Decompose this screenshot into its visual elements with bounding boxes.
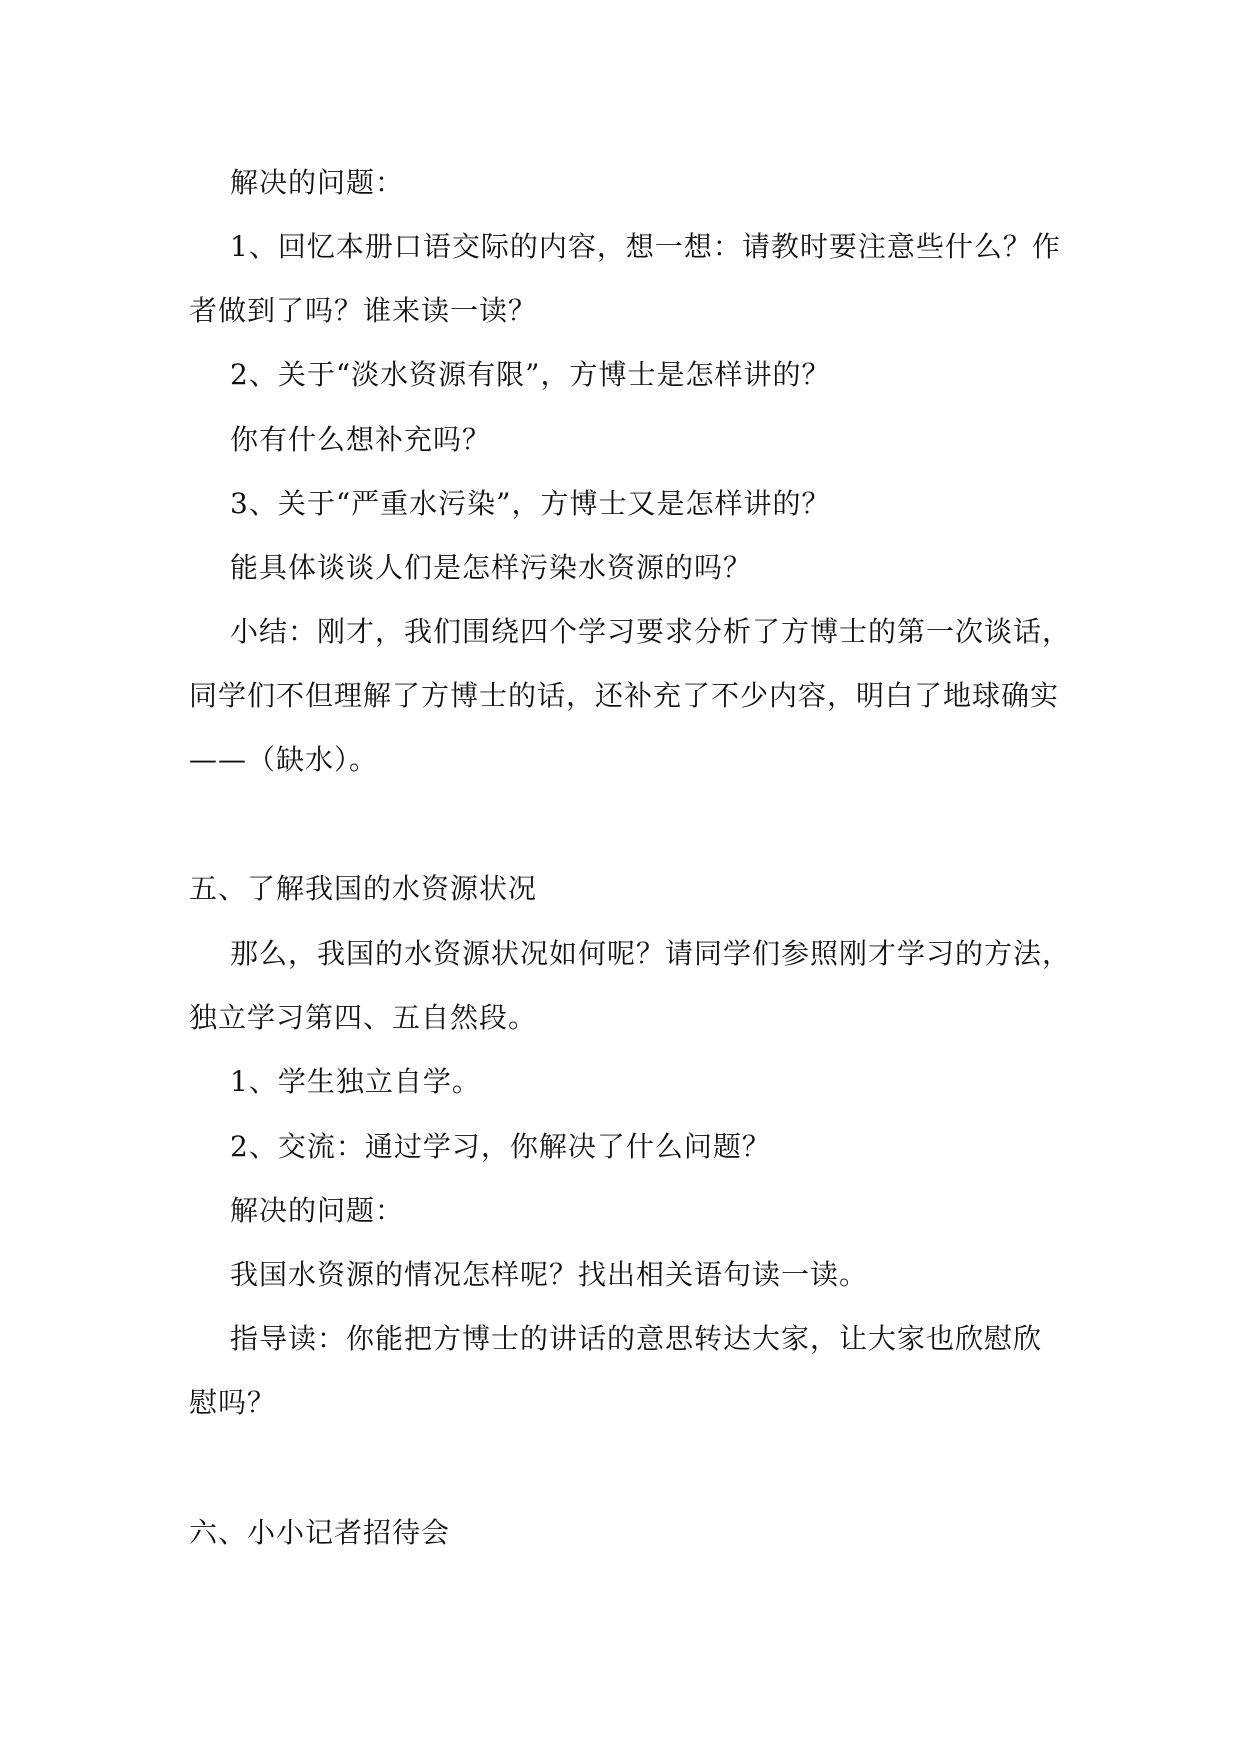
question-3-follow: 能具体谈谈人们是怎样污染水资源的吗？ xyxy=(230,551,753,584)
summary-line-1: 小结：刚才，我们围绕四个学习要求分析了方博士的第一次谈话， xyxy=(230,615,1072,648)
section-6-heading: 六、小小记者招待会 xyxy=(189,1516,451,1549)
question-3: 3、关于“严重水污染”，方博士又是怎样讲的？ xyxy=(230,487,831,520)
guide-line-2: 慰吗？ xyxy=(189,1386,277,1419)
question-1-line-2: 者做到了吗？谁来读一读？ xyxy=(189,294,538,327)
section-5-solved-label: 解决的问题： xyxy=(230,1194,405,1227)
section-5-intro-line-1: 那么，我国的水资源状况如何呢？请同学们参照刚才学习的方法， xyxy=(230,937,1072,970)
section-5-intro-line-2: 独立学习第四、五自然段。 xyxy=(189,1001,538,1034)
section-5-question: 我国水资源的情况怎样呢？找出相关语句读一读。 xyxy=(230,1258,869,1291)
section-5-heading: 五、了解我国的水资源状况 xyxy=(189,872,538,905)
guide-line-1: 指导读：你能把方博士的讲话的意思转达大家，让大家也欣慰欣 xyxy=(230,1322,1043,1355)
question-2-follow: 你有什么想补充吗？ xyxy=(230,423,492,456)
question-1-line-1: 1、回忆本册口语交际的内容，想一想：请教时要注意些什么？作 xyxy=(230,230,1061,263)
summary-line-3: ——（缺水）。 xyxy=(189,743,379,776)
solved-label: 解决的问题： xyxy=(230,166,405,199)
summary-line-2: 同学们不但理解了方博士的话，还补充了不少内容，明白了地球确实 xyxy=(189,679,1060,712)
question-2: 2、关于“淡水资源有限”，方博士是怎样讲的？ xyxy=(230,358,831,391)
step-1: 1、学生独立自学。 xyxy=(230,1065,481,1098)
step-2: 2、交流：通过学习，你解决了什么问题？ xyxy=(230,1130,771,1163)
